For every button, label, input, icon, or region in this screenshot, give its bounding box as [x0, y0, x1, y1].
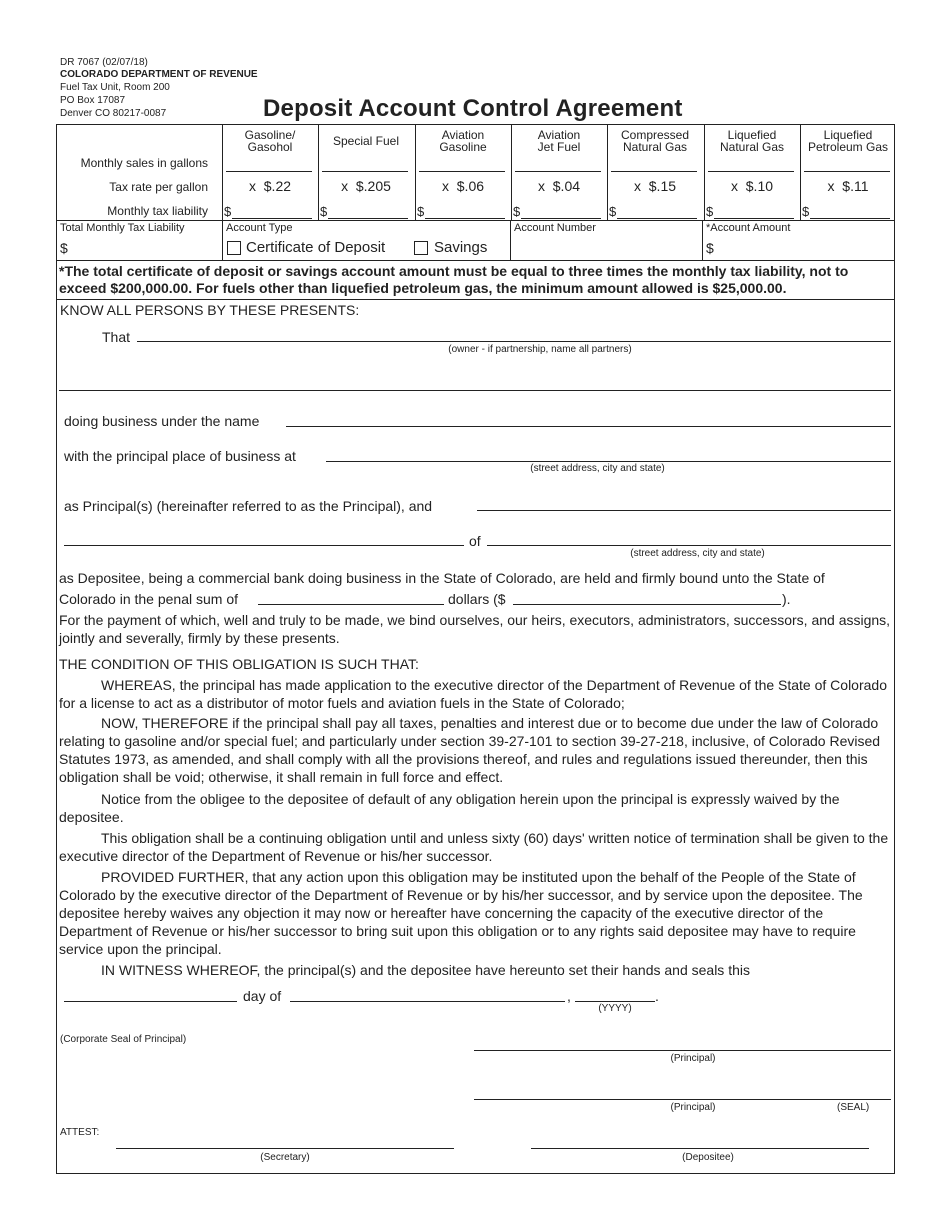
account-type-label: Account Type [226, 222, 293, 234]
liability-dollar: $ [320, 204, 328, 219]
principal-place-label: with the principal place of business at [64, 448, 296, 464]
continuing-paragraph: This obligation shall be a continuing obligation until and unless sixty (60) days' written notice of termination shall be given to the executive director of the Department of Revenue or his/her successor. [59, 830, 889, 864]
business-name-field[interactable] [286, 426, 891, 427]
liability-dollar: $ [609, 204, 617, 219]
department-name: COLORADO DEPARTMENT OF REVENUE [60, 69, 258, 80]
depositee-address-field[interactable] [487, 545, 891, 546]
principal-caption-1: (Principal) [670, 1053, 716, 1064]
seal-label: (SEAL) [837, 1102, 870, 1113]
attest-label: ATTEST: [60, 1127, 100, 1138]
year-field[interactable] [575, 1001, 655, 1002]
row-label-rate: Tax rate per gallon [109, 180, 208, 194]
day-field[interactable] [64, 1001, 237, 1002]
witness-paragraph: IN WITNESS WHEREOF, the principal(s) and the depositee have hereunto set their hands and seals this [101, 962, 750, 978]
owner-field-line2[interactable] [59, 390, 891, 391]
row-label-liability: Monthly tax liability [107, 204, 208, 218]
principal-address-field[interactable] [326, 461, 891, 462]
amount-notice: *The total certificate of deposit or savings account amount must be equal to three times the monthly tax liability, not to exceed $200,000.00. For fuels other than liquefied petroleum gas, the minimum amount allowed is $25,000.00. [59, 263, 849, 296]
fuel-column-header: Compressed Natural Gas [620, 128, 690, 154]
fuel-column-header: Special Fuel [332, 134, 400, 148]
divider [56, 299, 895, 300]
principal-signature-1[interactable] [474, 1050, 891, 1051]
liability-dollar: $ [802, 204, 810, 219]
monthly-sales-field[interactable] [419, 171, 505, 172]
street-caption: (street address, city and state) [530, 463, 665, 474]
as-principal-label: as Principal(s) (hereinafter referred to as the Principal), and [64, 498, 433, 514]
depositee-paragraph: as Depositee, being a commercial bank doing business in the State of Colorado, are held and firmly bound unto the State of [59, 570, 825, 586]
fuel-column-header: Gasoline/ Gasohol [244, 128, 296, 154]
monthly-sales-field[interactable] [804, 171, 890, 172]
monthly-liability-field[interactable] [232, 218, 312, 219]
monthly-sales-field[interactable] [708, 171, 794, 172]
secretary-caption: (Secretary) [260, 1152, 310, 1163]
depositee-name-field[interactable] [477, 510, 891, 511]
monthly-liability-field[interactable] [328, 218, 408, 219]
liability-dollar: $ [513, 204, 521, 219]
tax-rate: x $.11 [827, 178, 869, 194]
principal-caption-2: (Principal) [670, 1102, 716, 1113]
divider [702, 220, 703, 260]
whereas-paragraph: WHEREAS, the principal has made application to the executive director of the Department of Revenue of the State of Colorado for a license to act as a distributor of motor fuels and aviation fuels in the State of Colorado; [59, 677, 887, 711]
of-label: of [469, 533, 481, 549]
dollars-label: dollars ($ [448, 591, 506, 607]
fuel-column-header: Aviation Jet Fuel [537, 128, 581, 154]
page-title: Deposit Account Control Agreement [263, 95, 683, 122]
street-caption-2: (street address, city and state) [630, 548, 765, 559]
tax-rate: x $.22 [248, 178, 292, 194]
secretary-signature[interactable] [116, 1148, 454, 1149]
yyyy-caption: (YYYY) [598, 1003, 632, 1014]
penal-sum-label: Colorado in the penal sum of [59, 591, 238, 607]
month-field[interactable] [290, 1001, 565, 1002]
owner-caption: (owner - if partnership, name all partners) [448, 344, 632, 355]
tax-rate: x $.06 [441, 178, 485, 194]
tax-rate: x $.205 [341, 178, 391, 194]
monthly-liability-field[interactable] [617, 218, 697, 219]
city-line: Denver CO 80217-0087 [60, 108, 167, 119]
condition-heading: THE CONDITION OF THIS OBLIGATION IS SUCH THAT: [59, 656, 419, 672]
monthly-sales-field[interactable] [322, 171, 408, 172]
monthly-sales-field[interactable] [226, 171, 312, 172]
form-id: DR 7067 (02/07/18) [60, 57, 148, 68]
depositee-caption: (Depositee) [682, 1152, 734, 1163]
po-box: PO Box 17087 [60, 95, 126, 106]
monthly-sales-field[interactable] [515, 171, 601, 172]
tax-rate: x $.04 [537, 178, 581, 194]
liability-dollar: $ [224, 204, 232, 219]
savings-label: Savings [434, 239, 488, 256]
that-label: That [102, 329, 131, 345]
divider [56, 220, 895, 221]
account-amount-label: *Account Amount [706, 222, 791, 234]
notice-obligee-paragraph: Notice from the obligee to the depositee of default of any obligation herein upon the principal is expressly waived by the depositee. [59, 791, 840, 825]
know-all-heading: KNOW ALL PERSONS BY THESE PRESENTS: [60, 302, 360, 318]
monthly-liability-field[interactable] [714, 218, 794, 219]
penal-sum-amount-field[interactable] [513, 604, 781, 605]
penal-close: ). [782, 591, 791, 607]
provided-further-paragraph: PROVIDED FURTHER, that any action upon this obligation may be instituted upon the behalf of the People of the State of Colorado by the executive director of the Department of Revenue or by his/her successor, and by service upon the depositee. The depositee hereby waives any objection it may now or hereafter have concerning the capacity of the executive director of the Department of Revenue or his/her successor to bring suit upon this obligation or to any rights said depositee may have to require service upon the principal. [59, 869, 863, 957]
principal-signature-2[interactable] [474, 1099, 891, 1100]
monthly-liability-field[interactable] [810, 218, 890, 219]
row-label-sales: Monthly sales in gallons [80, 156, 208, 170]
tax-rate: x $.15 [633, 178, 677, 194]
fuel-column-header: Aviation Gasoline [439, 128, 487, 154]
monthly-liability-field[interactable] [521, 218, 601, 219]
monthly-liability-field[interactable] [425, 218, 505, 219]
savings-checkbox[interactable] [414, 241, 428, 255]
dba-label: doing business under the name [64, 413, 260, 429]
fuel-column-header: Liquefied Petroleum Gas [807, 128, 889, 154]
account-amount-dollar[interactable]: $ [706, 240, 714, 256]
account-number-label: Account Number [514, 222, 596, 234]
tax-rate: x $.10 [730, 178, 774, 194]
divider [56, 260, 895, 261]
monthly-sales-field[interactable] [611, 171, 697, 172]
corporate-seal-label: (Corporate Seal of Principal) [60, 1034, 187, 1045]
payment-paragraph: For the payment of which, well and truly to be made, we bind ourselves, our heirs, executors, administrators, successors, and assigns, jointly and severally, firmly by these presents. [59, 612, 891, 646]
unit-line: Fuel Tax Unit, Room 200 [60, 82, 170, 93]
depositee-signature[interactable] [531, 1148, 869, 1149]
owner-field[interactable] [137, 341, 891, 342]
day-of-label: day of [243, 988, 282, 1004]
total-liability-dollar[interactable]: $ [60, 240, 68, 256]
period: . [655, 988, 659, 1004]
certificate-of-deposit-label: Certificate of Deposit [246, 239, 386, 256]
comma: , [567, 988, 571, 1004]
certificate-of-deposit-checkbox[interactable] [227, 241, 241, 255]
liability-dollar: $ [706, 204, 714, 219]
divider [510, 220, 511, 260]
liability-dollar: $ [417, 204, 425, 219]
depositee-name-field-2[interactable] [64, 545, 464, 546]
total-liability-label: Total Monthly Tax Liability [60, 222, 185, 234]
penal-sum-words-field[interactable] [258, 604, 444, 605]
fuel-column-header: Liquefied Natural Gas [719, 128, 785, 154]
divider [222, 220, 223, 260]
now-therefore-paragraph: NOW, THEREFORE if the principal shall pay all taxes, penalties and interest due or to become due under the law of Colorado relating to gasoline and/or special fuel; and particularly under section 39-27-101 to section 39-27-218, inclusive, of Colorado Revised Statutes 1973, as amended, and shall comply with all the provisions thereof, and rules and regulations issued thereunder, then this obligation shall be void; otherwise, it shall remain in full force and effect. [59, 715, 881, 785]
